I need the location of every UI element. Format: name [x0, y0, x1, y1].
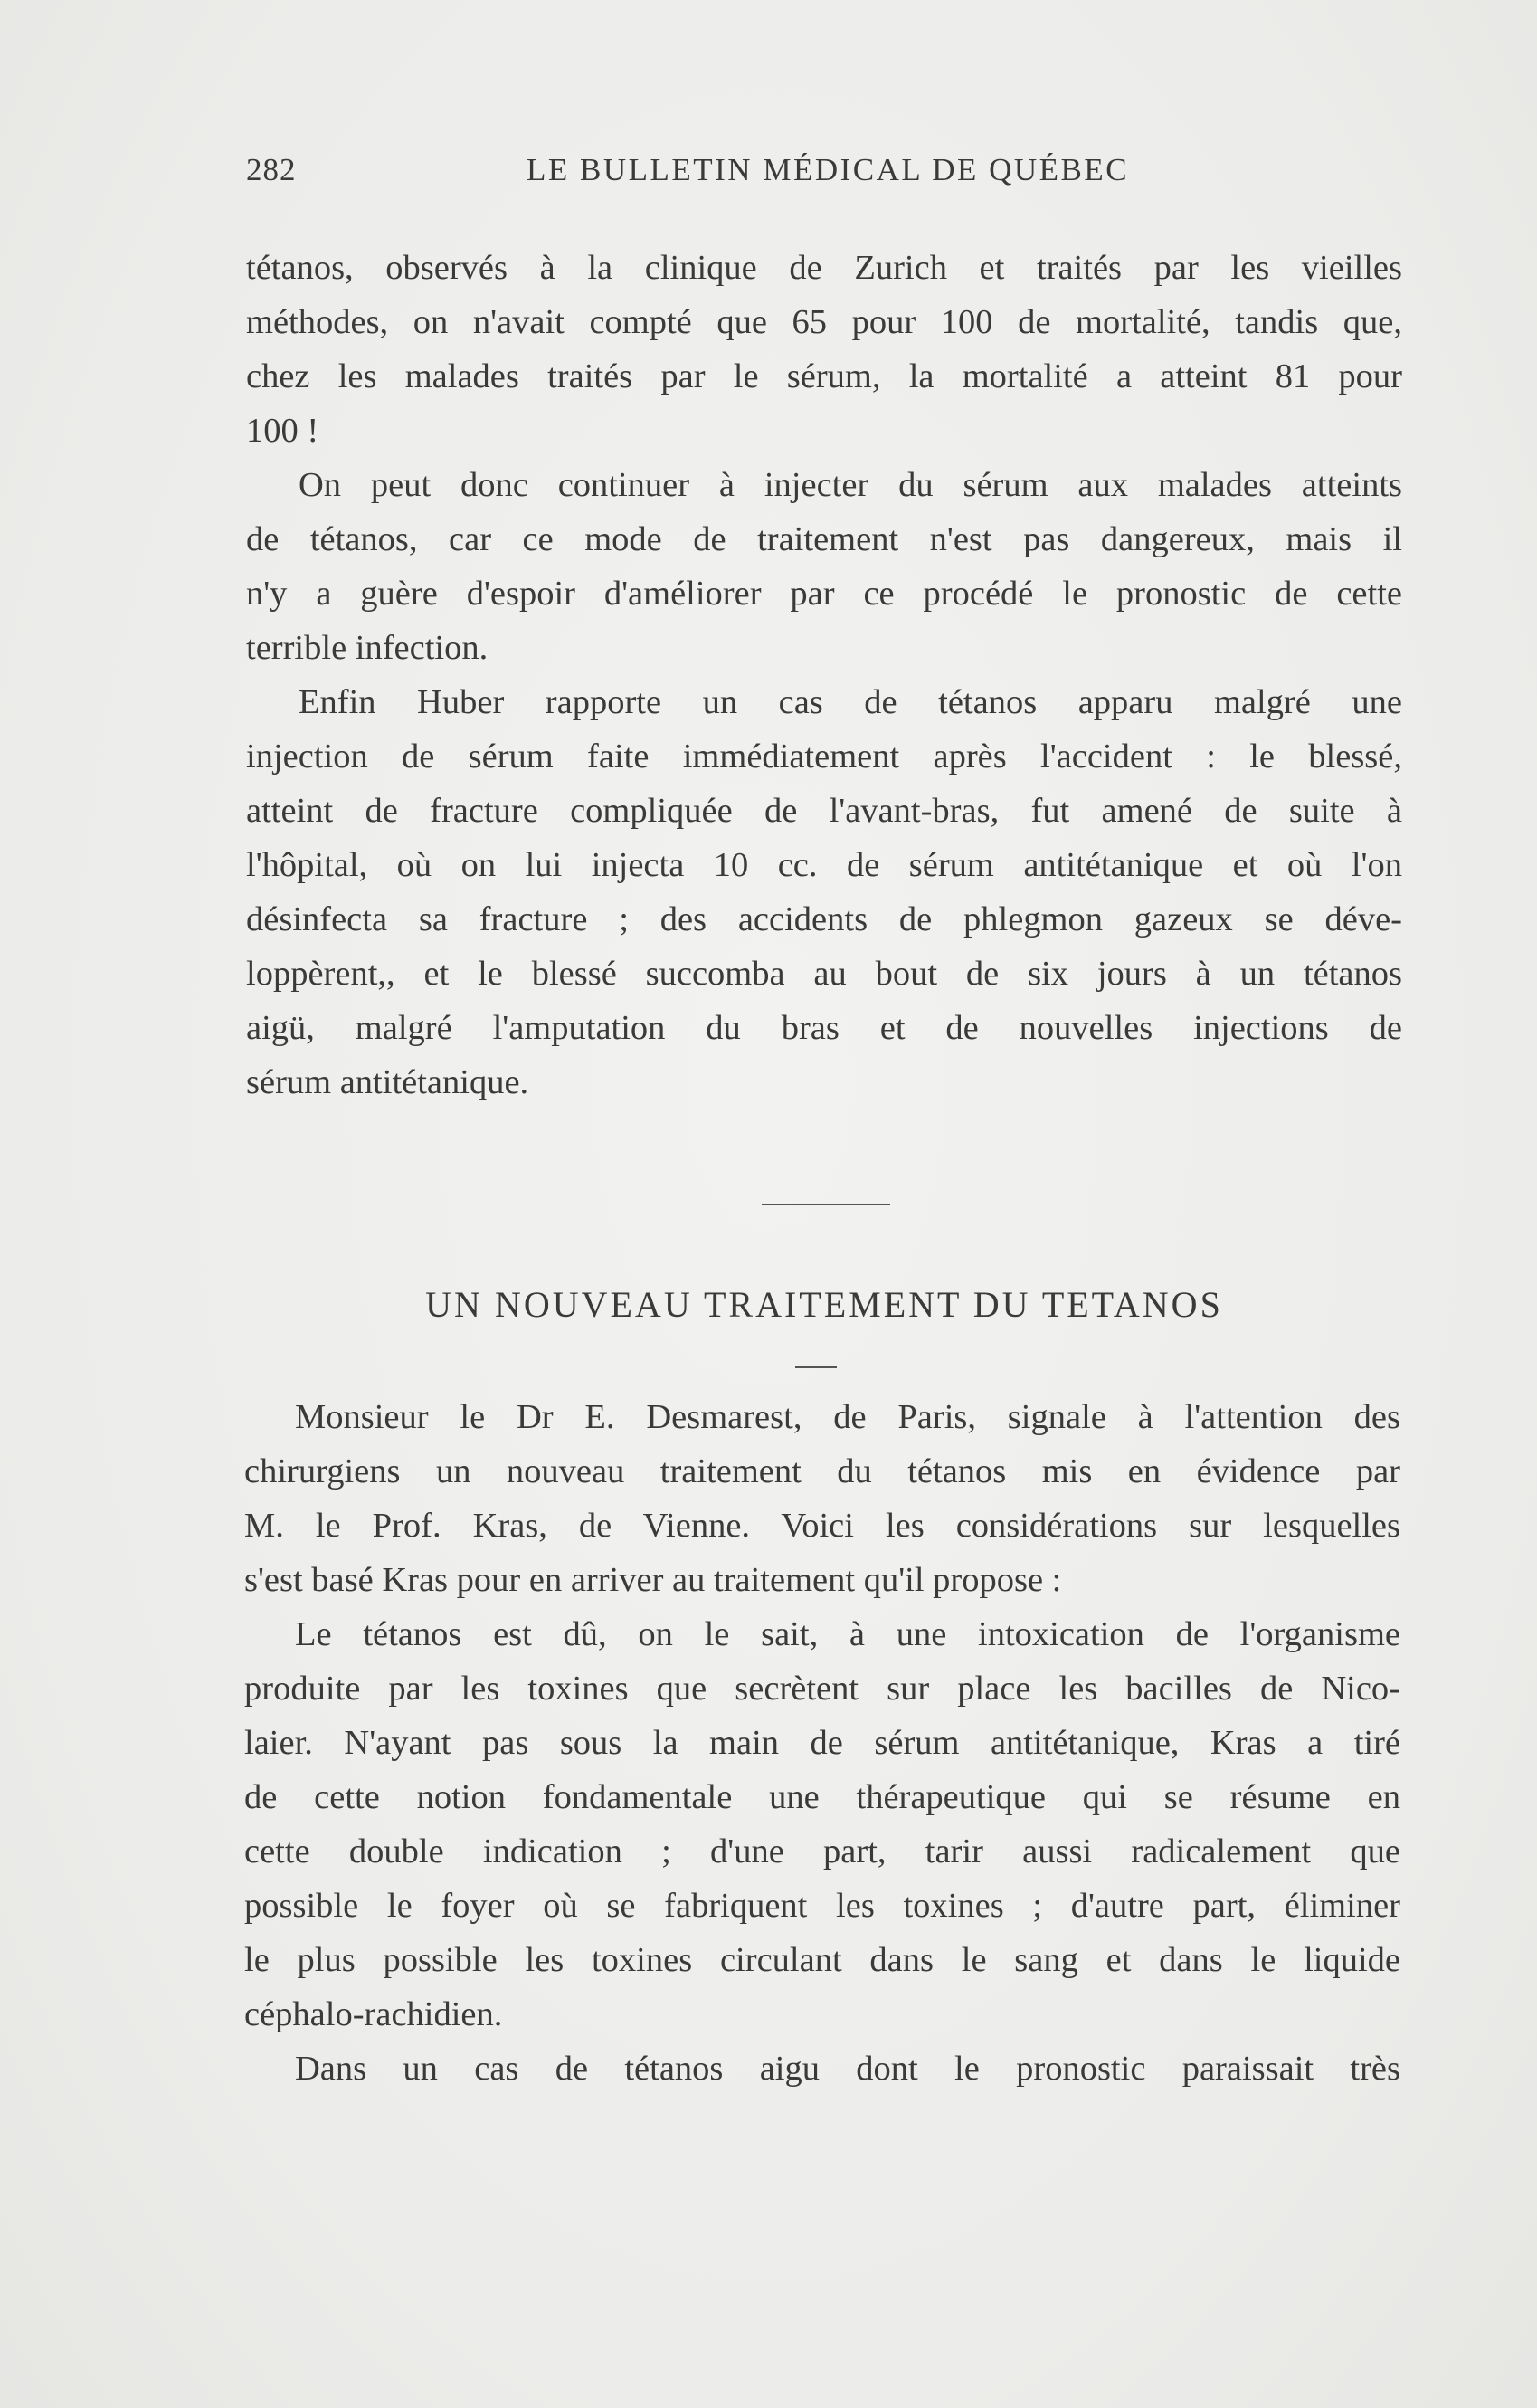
text-line: atteint de fracture compliquée de l'avant-bras, fut amené de suite à	[246, 792, 1402, 830]
text-line: méthodes, on n'avait compté que 65 pour 100 de mortalité, tandis que,	[246, 303, 1402, 341]
paragraph	[244, 1390, 1400, 1607]
text-line: Monsieur le Dr E. Desmarest, de Paris, signale à l'attention des	[295, 1398, 1400, 1436]
text-line: M. le Prof. Kras, de Vienne. Voici les considérations sur lesquelles	[244, 1507, 1400, 1545]
text-line: possible le foyer où se fabriquent les toxines ; d'autre part, éliminer	[244, 1887, 1400, 1925]
paragraph	[246, 458, 1402, 675]
text-line: chez les malades traités par le sérum, la mortalité a atteint 81 pour	[246, 357, 1402, 395]
text-line: s'est basé Kras pour en arriver au traitement qu'il propose :	[244, 1561, 1062, 1599]
text-line: de tétanos, car ce mode de traitement n'est pas dangereux, mais il	[246, 520, 1402, 558]
text-line: n'y a guère d'espoir d'améliorer par ce procédé le pronostic de cette	[246, 575, 1402, 613]
text-line: cette double indication ; d'une part, tarir aussi radicalement que	[244, 1832, 1400, 1870]
text-line: aigü, malgré l'amputation du bras et de nouvelles injections de	[246, 1009, 1402, 1047]
text-line: Enfin Huber rapporte un cas de tétanos apparu malgré une	[299, 683, 1402, 721]
text-line: Le tétanos est dû, on le sait, à une intoxication de l'organisme	[295, 1615, 1400, 1653]
text-line: chirurgiens un nouveau traitement du tétanos mis en évidence par	[244, 1452, 1400, 1490]
text-line: le plus possible les toxines circulant dans le sang et dans le liquide	[244, 1941, 1400, 1979]
text-line: On peut donc continuer à injecter du sérum aux malades atteints	[299, 466, 1402, 504]
paragraph	[246, 241, 1402, 458]
section-divider	[762, 1204, 890, 1205]
text-line: laier. N'ayant pas sous la main de sérum antitétanique, Kras a tiré	[244, 1724, 1400, 1762]
page-number: 282	[246, 152, 297, 187]
text-line: de cette notion fondamentale une thérapeutique qui se résume en	[244, 1778, 1400, 1816]
text-line: 100 !	[246, 412, 319, 450]
text-line: produite par les toxines que secrètent sur place les bacilles de Nico-	[244, 1670, 1400, 1708]
text-line: sérum antitétanique.	[246, 1063, 529, 1101]
text-line: l'hôpital, où on lui injecta 10 cc. de sérum antitétanique et où l'on	[246, 846, 1402, 884]
text-line: injection de sérum faite immédiatement après l'accident : le blessé,	[246, 738, 1402, 776]
text-line: loppèrent,, et le blessé succomba au bout de six jours à un tétanos	[246, 955, 1402, 993]
text-line: tétanos, observés à la clinique de Zurich et traités par les vieilles	[246, 249, 1402, 287]
section-title: UN NOUVEAU TRAITEMENT DU TETANOS	[425, 1284, 1223, 1325]
running-header	[246, 152, 1408, 197]
text-line: terrible infection.	[246, 629, 489, 667]
paragraph	[244, 1607, 1400, 2042]
text-line: désinfecta sa fracture ; des accidents de phlegmon gazeux se déve-	[246, 900, 1402, 938]
title-underline	[795, 1366, 837, 1368]
paragraph	[244, 2042, 1400, 2096]
text-line: céphalo-rachidien.	[244, 1995, 503, 2033]
paragraph	[246, 675, 1402, 1109]
running-title: LE BULLETIN MÉDICAL DE QUÉBEC	[527, 152, 1130, 187]
text-line: Dans un cas de tétanos aigu dont le pronostic paraissait très	[295, 2050, 1400, 2088]
